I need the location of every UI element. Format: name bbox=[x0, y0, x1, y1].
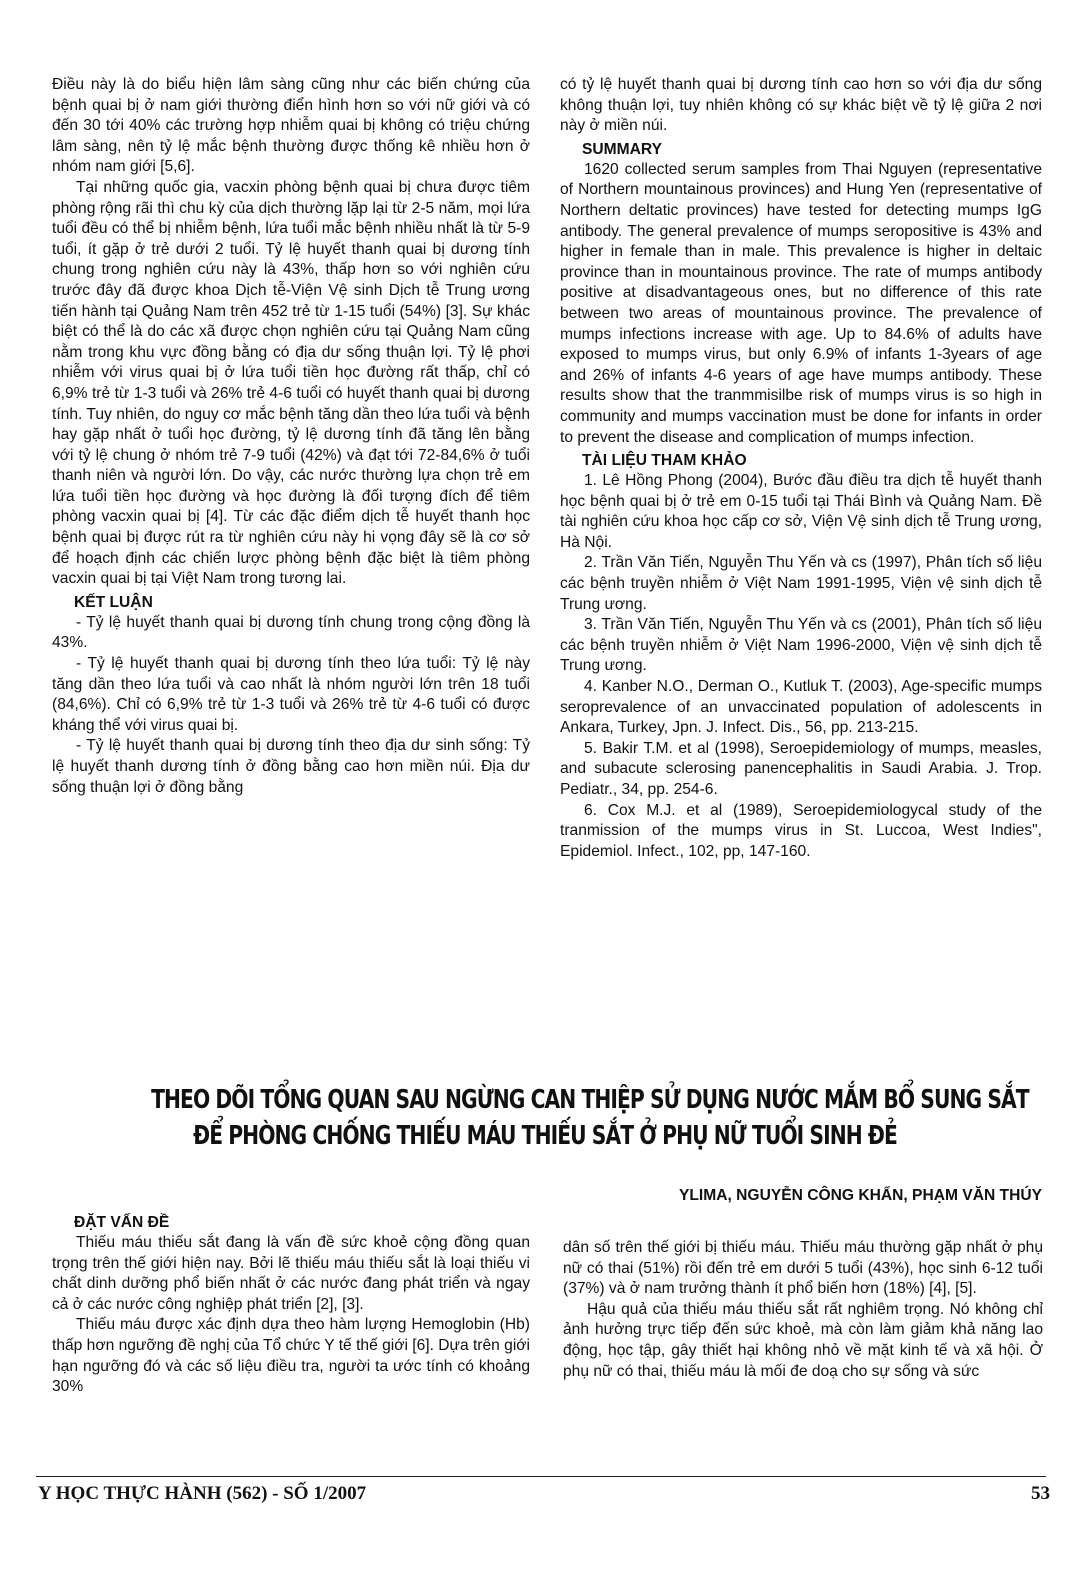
column-bottom-right bbox=[563, 1238, 1043, 1382]
column-top-right bbox=[560, 75, 1042, 862]
conclusion-item: - Tỷ lệ huyết thanh quai bị dương tính chung trong cộng đồng là 43%. bbox=[52, 613, 530, 652]
reference-item: 2. Trần Văn Tiến, Nguyễn Thu Yến và cs (1997), Phân tích số liệu các bệnh truyền nhiễm ở Việt Nam 1991-1995, Viện vệ sinh dịch tễ Trung ương. bbox=[560, 554, 1042, 613]
column-top-left bbox=[52, 75, 530, 798]
column-bottom-left bbox=[52, 1210, 530, 1398]
paragraph: Tại những quốc gia, vacxin phòng bệnh quai bị chưa được tiêm phòng rộng rãi thì chu kỳ của dịch thường lặp lại từ 2-5 năm, mọi lứa tuổi đều có thể bị nhiễm bệnh, lứa tuổi mắc bệnh nhiều nhất là từ 5-9 tuổi, ít gặp ở trẻ dưới 2 tuổi. Tỷ lệ huyết thanh quai bị dương tính chung trong nghiên cứu này là 43%, thấp hơn so với nghiên cứu trước đây đã được khoa Dịch tễ-Viện Vệ sinh Dịch tễ Trung ương tiến hành tại Quảng Nam trên 452 trẻ từ 1-15 tuổi (54%) [3]. Sự khác biệt có thể là do các xã được chọn nghiên cứu tại Quảng Nam cũng nằm trong khu vực đồng bằng có địa dư sống thuận lợi. Tỷ lệ phơi nhiễm với virus quai bị ở lứa tuổi tiền học đường rất thấp, chỉ có 6,9% trẻ từ 1-3 tuổi và 26% trẻ 4-6 tuổi có huyết thanh quai bị dương tính. Tuy nhiên, do nguy cơ mắc bệnh tăng dần theo lứa tuổi và bệnh hay gặp nhất ở tuổi học đường, tỷ lệ dương tính đã tăng lên bằng với tỷ lệ chung ở nhóm trẻ 7-9 tuổi (42%) và đạt tới 72-84,6% ở tuổi thanh niên và người lớn. Do vậy, các nước thường lựa chọn trẻ em lứa tuổi tiền học đường và học đường là đối tượng đích để tiêm phòng vacxin quai bị [4]. Từ các đặc điểm dịch tễ huyết thanh học bệnh quai bị được rút ra từ nghiên cứu này hi vọng đây sẽ là cơ sở để hoạch định các chiến lược phòng bệnh đặc biệt là tiêm phòng vacxin quai bị tại Việt Nam trong tương lai. bbox=[52, 178, 530, 588]
reference-item: 5. Bakir T.M. et al (1998), Seroepidemiology of mumps, measles, and subacute sclerosing panencephalitis in Saudi Arabia. J. Trop. Pediatr., 34, pp. 254-6. bbox=[560, 739, 1042, 798]
reference-item: 4. Kanber N.O., Derman O., Kutluk T. (2003), Age-specific mumps seroprevalence of an unvaccinated population of adolescents in Ankara, Turkey, Jpn. J. Infect. Dis., 56, pp. 213-215. bbox=[560, 678, 1042, 737]
conclusion-item: - Tỷ lệ huyết thanh quai bị dương tính theo địa dư sinh sống: Tỷ lệ huyết thanh dương tính ở đồng bằng cao hơn miền núi. Địa dư sống thuận lợi ở đồng bằng bbox=[52, 737, 530, 796]
page-number: 53 bbox=[1031, 1483, 1050, 1504]
reference-item: 1. Lê Hồng Phong (2004), Bước đầu điều tra dịch tễ huyết thanh học bệnh quai bị ở trẻ em 0-15 tuổi tại Thái Bình và Quảng Nam. Đề tài nghiên cứu khoa học cấp cơ sở, Viện Vệ sinh dịch tễ Trung ương, Hà Nội. bbox=[560, 472, 1042, 551]
article-authors: YLIMA, NGUYỄN CÔNG KHẨN, PHẠM VĂN THÚY bbox=[679, 1187, 1042, 1204]
footer-divider bbox=[36, 1476, 1046, 1477]
references-heading: TÀI LIỆU THAM KHẢO bbox=[582, 452, 747, 470]
intro-heading: ĐẶT VẤN ĐỀ bbox=[74, 1214, 170, 1231]
conclusion-item: - Tỷ lệ huyết thanh quai bị dương tính theo lứa tuổi: Tỷ lệ này tăng dần theo lứa tuổi và cao nhất là nhóm người lớn trên 18 tuổi (84,6%). Chỉ có 6,9% trẻ từ 1-3 tuổi và 26% trẻ từ 4-6 tuổi có được kháng thể với virus quai bị. bbox=[52, 655, 530, 734]
paragraph: Hậu quả của thiếu máu thiếu sắt rất nghiêm trọng. Nó không chỉ ảnh hưởng trực tiếp đến sức khoẻ, mà còn làm giảm khả năng lao động, học tập, gây thiết hại không nhỏ về mặt kinh tế và xã hội. Ở phụ nữ có thai, thiếu máu là mối đe doạ cho sự sống và sức bbox=[563, 1300, 1043, 1380]
paragraph: Điều này là do biểu hiện lâm sàng cũng như các biến chứng của bệnh quai bị ở nam giới thường điển hình hơn so với nữ giới và có đến 30 tới 40% các trường hợp nhiễm quai bị không có triệu chứng lâm sàng, nên tỷ lệ mắc bệnh thường được thống kê nhiều hơn ở nhóm nam giới [5,6]. bbox=[52, 76, 530, 176]
journal-footer: Y HỌC THỰC HÀNH (562) - SỐ 1/2007 bbox=[38, 1483, 367, 1504]
reference-item: 3. Trần Văn Tiến, Nguyễn Thu Yến và cs (2001), Phân tích số liệu các bệnh truyền nhiễm ở Việt Nam 1996-2000, Viện vệ sinh dịch tễ Trung ương. bbox=[560, 616, 1042, 675]
paragraph: có tỷ lệ huyết thanh quai bị dương tính cao hơn so với địa dư sống không thuận lợi, tuy nhiên không có sự khác biệt về tỷ lệ giữa 2 nơi này ở miền núi. bbox=[560, 76, 1042, 135]
paragraph: dân số trên thế giới bị thiếu máu. Thiếu máu thường gặp nhất ở phụ nữ có thai (51%) rồi đến trẻ em dưới 5 tuổi (43%), học sinh 6-12 tuổi (37%) và ở nam trưởng thành ít phổ biến hơn (18%) [4], [5]. bbox=[563, 1239, 1043, 1298]
paragraph: Thiếu máu được xác định dựa theo hàm lượng Hemoglobin (Hb) thấp hơn ngưỡng đề nghị của Tổ chức Y tế thế giới [6]. Dựa trên giới hạn ngưỡng đó và các số liệu điều tra, người ta ước tính có khoảng 30% bbox=[52, 1316, 530, 1396]
article-title-line: THEO DÕI TỔNG QUAN SAU NGỪNG CAN THIỆP SỬ DỤNG NƯỚC MẮM BỔ SUNG SẮT bbox=[151, 1085, 1029, 1115]
conclusion-heading: KẾT LUẬN bbox=[74, 593, 153, 611]
article-title-line: ĐỂ PHÒNG CHỐNG THIẾU MÁU THIẾU SẮT Ở PHỤ NỮ TUỔI SINH ĐẺ bbox=[193, 1121, 897, 1151]
summary-text: 1620 collected serum samples from Thai Nguyen (representative of Northern mountainous provinces) and Hung Yen (representative of Northern deltatic provinces) have tested for detecting mumps IgG antibody. The general prevalence of mumps seropositive is 43% and higher in female than in male. This prevalence is higher in deltaic province than in mountainous province. The rate of mumps antibody positive at disadvantageous ones, but no difference of this rate between two areas of mountainous province. The prevalence of mumps infections increase with age. Up to 84.6% of adults have exposed to mumps virus, but only 6.9% of infants 1-3years of age and 26% of infants 4-6 years of age have mumps antibody. These results show that the tranmmisilbe risk of mumps virus is so high in community and mumps vaccination must be done for infants in order to prevent the disease and complication of mumps infection. bbox=[560, 160, 1042, 446]
article-title bbox=[151, 1082, 1029, 1154]
summary-heading: SUMMARY bbox=[582, 140, 662, 158]
reference-item: 6. Cox M.J. et al (1989), Seroepidemiologycal study of the tranmission of the mumps virus in St. Luccoa, West Indies", Epidemiol. Infect., 102, pp, 147-160. bbox=[560, 801, 1042, 860]
paragraph: Thiếu máu thiếu sắt đang là vấn đề sức khoẻ cộng đồng quan trọng trên thế giới hiện nay. Bởi lẽ thiếu máu thiếu sắt là loại thiếu vi chất dinh dưỡng phổ biến nhất ở các nước đang phát triển và ngay cả ở các nước công nghiệp phát triển [2], [3]. bbox=[52, 1234, 530, 1313]
